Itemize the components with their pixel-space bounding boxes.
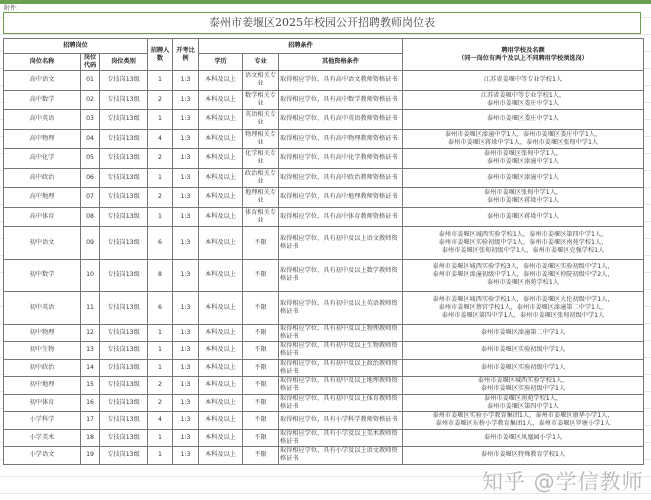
cell-ratio[interactable]: 1:3 — [173, 377, 199, 395]
table-row — [4, 227, 644, 260]
cell-other-conditions[interactable]: 取得相应学位，具有初中及以上语文教师资格证书 — [279, 227, 403, 260]
cell-ratio[interactable]: 1:3 — [173, 259, 199, 292]
cell-education[interactable]: 本科及以上 — [199, 129, 243, 149]
cell-ratio[interactable]: 1:3 — [173, 129, 199, 149]
header-schools-label: 聘用学校及名额 — [501, 46, 545, 54]
cell-count[interactable]: 2 — [148, 188, 173, 208]
cell-count[interactable]: 1 — [148, 110, 173, 130]
cell-count[interactable]: 2 — [148, 394, 173, 412]
cell-major[interactable]: 不限 — [243, 447, 279, 465]
cell-education[interactable]: 本科及以上 — [199, 447, 243, 465]
cell-other-conditions[interactable]: 取得相应学位，具有高中体育教师资格证书 — [279, 207, 403, 227]
cell-schools[interactable]: 泰州市姜堰区溱潼中学1人，泰州市姜堰区娄庄中学1人， 泰州市姜堰区蒋垛中学1人，泰州市姜堰区张甸中学1人 — [403, 129, 644, 149]
cell-count[interactable]: 1 — [148, 71, 173, 91]
cell-other-conditions[interactable]: 取得相应学位，具有初中及以上生物教师资格证书 — [279, 342, 403, 360]
cell-major[interactable]: 不限 — [243, 394, 279, 412]
cell-ratio[interactable]: 1:3 — [173, 188, 199, 208]
cell-count[interactable]: 1 — [148, 168, 173, 188]
cell-major[interactable]: 不限 — [243, 259, 279, 292]
cell-major[interactable]: 不限 — [243, 377, 279, 395]
cell-other-conditions[interactable]: 取得相应学位，具有高中政治教师资格证书 — [279, 168, 403, 188]
cell-schools[interactable]: 泰州市姜堰区城西实验学校3人，泰州市姜堰区实验初级中学1人， 泰州市姜堰区溱潼初级中学1人，泰州市姜堰区仲院初级中学2人， 泰州市姜堰区南苑学校1人 — [403, 259, 644, 292]
cell-post-type[interactable]: 专技岗13级 — [100, 292, 148, 325]
table-row — [4, 377, 644, 395]
cell-major[interactable]: 不限 — [243, 429, 279, 447]
cell-education[interactable]: 本科及以上 — [199, 377, 243, 395]
cell-ratio[interactable]: 1:3 — [173, 207, 199, 227]
top-green-bar — [0, 0, 651, 4]
cell-schools[interactable]: 泰州市姜堰区凤凰园小学1人 — [403, 429, 644, 447]
cell-post-name[interactable]: 初中地理 — [4, 377, 81, 395]
cell-post-type[interactable]: 专技岗13级 — [100, 149, 148, 169]
cell-education[interactable]: 本科及以上 — [199, 71, 243, 91]
cell-education[interactable]: 本科及以上 — [199, 168, 243, 188]
table-row — [4, 207, 644, 227]
cell-schools[interactable]: 泰州市姜堰区城西实验学校1人， 泰州市姜堰区实验初级中学1人 — [403, 377, 644, 395]
cell-post-type[interactable]: 专技岗13级 — [100, 168, 148, 188]
cell-ratio[interactable]: 1:3 — [173, 168, 199, 188]
cell-count[interactable]: 4 — [148, 412, 173, 430]
cell-schools[interactable]: 泰州市姜堰区城西实验学校1人，泰州市姜堰区大伦初级中学1人， 泰州市姜堰区蔡官学校1人，泰州市姜堰区溱潼第二中学1人， 泰州市姜堰区第四中学1人，泰州市姜堰区张甸初级中学1人 — [403, 292, 644, 325]
cell-post-code[interactable]: 12 — [81, 324, 100, 342]
cell-post-type[interactable]: 专技岗13级 — [100, 447, 148, 465]
header-post-name[interactable]: 岗位名称 — [4, 54, 81, 71]
cell-major[interactable]: 物理相关专业 — [243, 129, 279, 149]
cell-count[interactable]: 1 — [148, 359, 173, 377]
header-education[interactable]: 学历 — [199, 54, 243, 71]
table-row — [4, 110, 644, 130]
cell-major[interactable]: 体育相关专业 — [243, 207, 279, 227]
table-row — [4, 90, 644, 110]
cell-post-code[interactable]: 10 — [81, 259, 100, 292]
cell-post-name[interactable]: 高中语文 — [4, 71, 81, 91]
cell-education[interactable]: 本科及以上 — [199, 90, 243, 110]
table-row — [4, 259, 644, 292]
cell-post-code[interactable]: 16 — [81, 394, 100, 412]
cell-post-code[interactable]: 17 — [81, 412, 100, 430]
cell-schools[interactable]: 泰州市姜堰区特殊教育学校1人 — [403, 447, 644, 465]
header-conditions-group: 招聘条件 — [199, 39, 403, 54]
cell-post-type[interactable]: 专技岗13级 — [100, 129, 148, 149]
table-row — [4, 359, 644, 377]
cell-post-code[interactable]: 13 — [81, 342, 100, 360]
cell-count[interactable]: 1 — [148, 447, 173, 465]
cell-education[interactable]: 本科及以上 — [199, 324, 243, 342]
header-count[interactable]: 招聘人数 — [148, 39, 173, 71]
cell-post-type[interactable]: 专技岗13级 — [100, 207, 148, 227]
cell-post-type[interactable]: 专技岗13级 — [100, 324, 148, 342]
cell-major[interactable]: 语文相关专业 — [243, 71, 279, 91]
cell-post-name[interactable]: 初中生物 — [4, 342, 81, 360]
cell-post-name[interactable]: 高中物理 — [4, 129, 81, 149]
cell-count[interactable]: 1 — [148, 342, 173, 360]
cell-post-code[interactable]: 05 — [81, 149, 100, 169]
cell-post-code[interactable]: 01 — [81, 71, 100, 91]
cell-count[interactable]: 1 — [148, 207, 173, 227]
cell-education[interactable]: 本科及以上 — [199, 342, 243, 360]
cell-other-conditions[interactable]: 取得相应学位，具有高中语文教师资格证书 — [279, 71, 403, 91]
cell-other-conditions[interactable]: 取得相应学位，具有初中及以上政治教师资格证书 — [279, 359, 403, 377]
cell-education[interactable]: 本科及以上 — [199, 292, 243, 325]
cell-major[interactable]: 地理相关专业 — [243, 188, 279, 208]
cell-other-conditions[interactable]: 取得相应学位，具有小学科学教师资格证书 — [279, 412, 403, 430]
table-row — [4, 188, 644, 208]
cell-schools[interactable]: 江苏省姜堰中等专业学校1人， 泰州市姜堰区娄庄中学1人 — [403, 90, 644, 110]
cell-other-conditions[interactable]: 取得相应学位，具有高中数学教师资格证书 — [279, 90, 403, 110]
cell-post-type[interactable]: 专技岗13级 — [100, 429, 148, 447]
positions-table — [3, 38, 644, 465]
cell-post-name[interactable]: 高中英语 — [4, 110, 81, 130]
cell-ratio[interactable]: 1:3 — [173, 292, 199, 325]
header-ratio[interactable]: 开考比例 — [173, 39, 199, 71]
header-schools-note: （同一岗位有两个及以上不同聘用学校须选岗） — [458, 54, 588, 62]
cell-schools[interactable]: 泰州市姜堰区溱潼中学1人 — [403, 168, 644, 188]
cell-ratio[interactable]: 1:3 — [173, 90, 199, 110]
cell-count[interactable]: 8 — [148, 259, 173, 292]
cell-other-conditions[interactable]: 取得相应学位，具有高中地理教师资格证书 — [279, 188, 403, 208]
cell-schools[interactable]: 泰州市姜堰区娄庄中学1人 — [403, 110, 644, 130]
cell-post-name[interactable]: 初中语文 — [4, 227, 81, 260]
cell-major[interactable]: 不限 — [243, 342, 279, 360]
cell-count[interactable]: 2 — [148, 149, 173, 169]
cell-ratio[interactable]: 1:3 — [173, 429, 199, 447]
cell-education[interactable]: 本科及以上 — [199, 259, 243, 292]
cell-other-conditions[interactable]: 取得相应学位，具有小学及以上美术教师资格证书 — [279, 429, 403, 447]
cell-post-code[interactable]: 14 — [81, 359, 100, 377]
cell-count[interactable]: 2 — [148, 377, 173, 395]
cell-post-code[interactable]: 07 — [81, 188, 100, 208]
table-row — [4, 447, 644, 465]
header-schools[interactable] — [403, 39, 644, 71]
cell-schools[interactable]: 泰州市姜堰区蒋垛中学1人 — [403, 207, 644, 227]
cell-post-name[interactable]: 初中英语 — [4, 292, 81, 325]
header-post-code[interactable]: 岗位代码 — [81, 54, 100, 71]
cell-major[interactable]: 政治相关专业 — [243, 168, 279, 188]
table-row — [4, 292, 644, 325]
cell-other-conditions[interactable]: 取得相应学位，具有高中化学教师资格证书 — [279, 149, 403, 169]
cell-post-type[interactable]: 专技岗13级 — [100, 394, 148, 412]
header-major[interactable]: 专业 — [243, 54, 279, 71]
cell-post-type[interactable]: 专技岗13级 — [100, 227, 148, 260]
cell-post-type[interactable]: 专技岗13级 — [100, 377, 148, 395]
cell-education[interactable]: 本科及以上 — [199, 394, 243, 412]
cell-major[interactable]: 英语相关专业 — [243, 110, 279, 130]
cell-post-code[interactable]: 15 — [81, 377, 100, 395]
cell-education[interactable]: 本科及以上 — [199, 110, 243, 130]
cell-schools[interactable]: 泰州市姜堰区实验小学教育集团1人，泰州市姜堰区康华小学1人， 泰州市姜堰区东桥小学教育集团1人，泰州市姜堰区罗塘小学1人 — [403, 412, 644, 430]
cell-other-conditions[interactable]: 取得相应学位，具有小学及以上语文教师资格证书 — [279, 447, 403, 465]
cell-education[interactable]: 本科及以上 — [199, 227, 243, 260]
cell-major[interactable]: 不限 — [243, 227, 279, 260]
cell-schools[interactable]: 泰州市姜堰区南苑学校1人， 泰州市姜堰区第四中学1人 — [403, 394, 644, 412]
cell-ratio[interactable]: 1:3 — [173, 394, 199, 412]
cell-schools[interactable]: 泰州市姜堰区张甸中学1人， 泰州市姜堰区溱潼中学1人 — [403, 149, 644, 169]
cell-schools[interactable]: 泰州市姜堰区张甸中学1人， 泰州市姜堰区蒋垛中学1人 — [403, 188, 644, 208]
cell-other-conditions[interactable]: 取得相应学位，具有初中及以上英语教师资格证书 — [279, 292, 403, 325]
table-row — [4, 149, 644, 169]
cell-ratio[interactable]: 1:3 — [173, 71, 199, 91]
cell-schools[interactable]: 江苏省姜堰中等专业学校1人 — [403, 71, 644, 91]
cell-post-type[interactable]: 专技岗13级 — [100, 359, 148, 377]
table-row — [4, 129, 644, 149]
cell-post-name[interactable]: 高中数学 — [4, 90, 81, 110]
cell-post-name[interactable]: 高中地理 — [4, 188, 81, 208]
cell-ratio[interactable]: 1:3 — [173, 342, 199, 360]
cell-count[interactable]: 6 — [148, 227, 173, 260]
cell-education[interactable]: 本科及以上 — [199, 188, 243, 208]
cell-post-name[interactable]: 高中政治 — [4, 168, 81, 188]
table-body — [4, 71, 644, 465]
watermark: 知乎 @学信教师 — [482, 470, 644, 494]
cell-post-code[interactable]: 11 — [81, 292, 100, 325]
cell-education[interactable]: 本科及以上 — [199, 359, 243, 377]
table-row — [4, 429, 644, 447]
cell-major[interactable]: 不限 — [243, 359, 279, 377]
cell-post-type[interactable]: 专技岗13级 — [100, 90, 148, 110]
page-title: 泰州市姜堰区2025年校园公开招聘教师岗位表 — [3, 12, 641, 34]
cell-schools[interactable]: 泰州市姜堰区溱潼第二中学1人 — [403, 324, 644, 342]
cell-education[interactable]: 本科及以上 — [199, 207, 243, 227]
cell-schools[interactable]: 泰州市姜堰区城西实验学校1人，泰州市姜堰区第四中学1人， 泰州市姜堰区实验初级中学1人，泰州市姜堰区南苑学校1人， 泰州市姜堰区张甸初级中学1人，泰州市姜堰区克强学校1人 — [403, 227, 644, 260]
cell-post-code[interactable]: 19 — [81, 447, 100, 465]
cell-post-name[interactable]: 初中政治 — [4, 359, 81, 377]
cell-other-conditions[interactable]: 取得相应学位，具有高中物理教师资格证书 — [279, 129, 403, 149]
cell-education[interactable]: 本科及以上 — [199, 412, 243, 430]
cell-major[interactable]: 化学相关专业 — [243, 149, 279, 169]
cell-post-code[interactable]: 03 — [81, 110, 100, 130]
cell-post-type[interactable]: 专技岗13级 — [100, 188, 148, 208]
cell-other-conditions[interactable]: 取得相应学位，具有初中及以上物理教师资格证书 — [279, 324, 403, 342]
table-row — [4, 71, 644, 91]
cell-schools[interactable]: 泰州市姜堰区实验初级中学1人 — [403, 359, 644, 377]
cell-post-name[interactable]: 初中体育 — [4, 394, 81, 412]
cell-post-name[interactable]: 初中数学 — [4, 259, 81, 292]
cell-post-code[interactable]: 04 — [81, 129, 100, 149]
cell-other-conditions[interactable]: 取得相应学位，具有初中及以上地理教师资格证书 — [279, 377, 403, 395]
cell-post-code[interactable]: 02 — [81, 90, 100, 110]
header-post-group: 招聘岗位 — [4, 39, 148, 54]
cell-post-code[interactable]: 18 — [81, 429, 100, 447]
cell-post-name[interactable]: 小学科学 — [4, 412, 81, 430]
cell-count[interactable]: 1 — [148, 429, 173, 447]
cell-ratio[interactable]: 1:3 — [173, 227, 199, 260]
table-row — [4, 168, 644, 188]
cell-schools[interactable]: 泰州市姜堰区实验初级中学1人 — [403, 342, 644, 360]
cell-post-name[interactable]: 初中物理 — [4, 324, 81, 342]
cell-ratio[interactable]: 1:3 — [173, 412, 199, 430]
cell-major[interactable]: 数学相关专业 — [243, 90, 279, 110]
cell-education[interactable]: 本科及以上 — [199, 429, 243, 447]
header-other[interactable]: 其他资格条件 — [279, 54, 403, 71]
cell-ratio[interactable]: 1:3 — [173, 447, 199, 465]
attachment-label: 附件： — [4, 5, 23, 12]
cell-major[interactable]: 不限 — [243, 292, 279, 325]
cell-other-conditions[interactable]: 取得相应学位，具有高中英语教师资格证书 — [279, 110, 403, 130]
table-row — [4, 394, 644, 412]
cell-count[interactable]: 1 — [148, 324, 173, 342]
cell-post-type[interactable]: 专技岗13级 — [100, 412, 148, 430]
cell-count[interactable]: 2 — [148, 90, 173, 110]
cell-post-type[interactable]: 专技岗13级 — [100, 71, 148, 91]
cell-post-code[interactable]: 06 — [81, 168, 100, 188]
cell-count[interactable]: 4 — [148, 129, 173, 149]
cell-education[interactable]: 本科及以上 — [199, 149, 243, 169]
cell-post-name[interactable]: 高中化学 — [4, 149, 81, 169]
cell-count[interactable]: 6 — [148, 292, 173, 325]
table-row — [4, 412, 644, 430]
cell-post-code[interactable]: 09 — [81, 227, 100, 260]
cell-other-conditions[interactable]: 取得相应学位，具有初中及以上体育教师资格证书 — [279, 394, 403, 412]
cell-major[interactable]: 不限 — [243, 412, 279, 430]
cell-post-type[interactable]: 专技岗13级 — [100, 342, 148, 360]
cell-major[interactable]: 不限 — [243, 324, 279, 342]
cell-post-name[interactable]: 高中体育 — [4, 207, 81, 227]
cell-ratio[interactable]: 1:3 — [173, 149, 199, 169]
cell-other-conditions[interactable]: 取得相应学位，具有初中及以上数学教师资格证书 — [279, 259, 403, 292]
cell-post-type[interactable]: 专技岗13级 — [100, 110, 148, 130]
cell-post-type[interactable]: 专技岗13级 — [100, 259, 148, 292]
table-row — [4, 324, 644, 342]
cell-post-name[interactable]: 小学语文 — [4, 447, 81, 465]
cell-post-code[interactable]: 08 — [81, 207, 100, 227]
header-post-type[interactable]: 岗位类别 — [100, 54, 148, 71]
cell-ratio[interactable]: 1:3 — [173, 110, 199, 130]
cell-post-name[interactable]: 小学美术 — [4, 429, 81, 447]
cell-ratio[interactable]: 1:3 — [173, 359, 199, 377]
cell-ratio[interactable]: 1:3 — [173, 324, 199, 342]
table-row — [4, 342, 644, 360]
